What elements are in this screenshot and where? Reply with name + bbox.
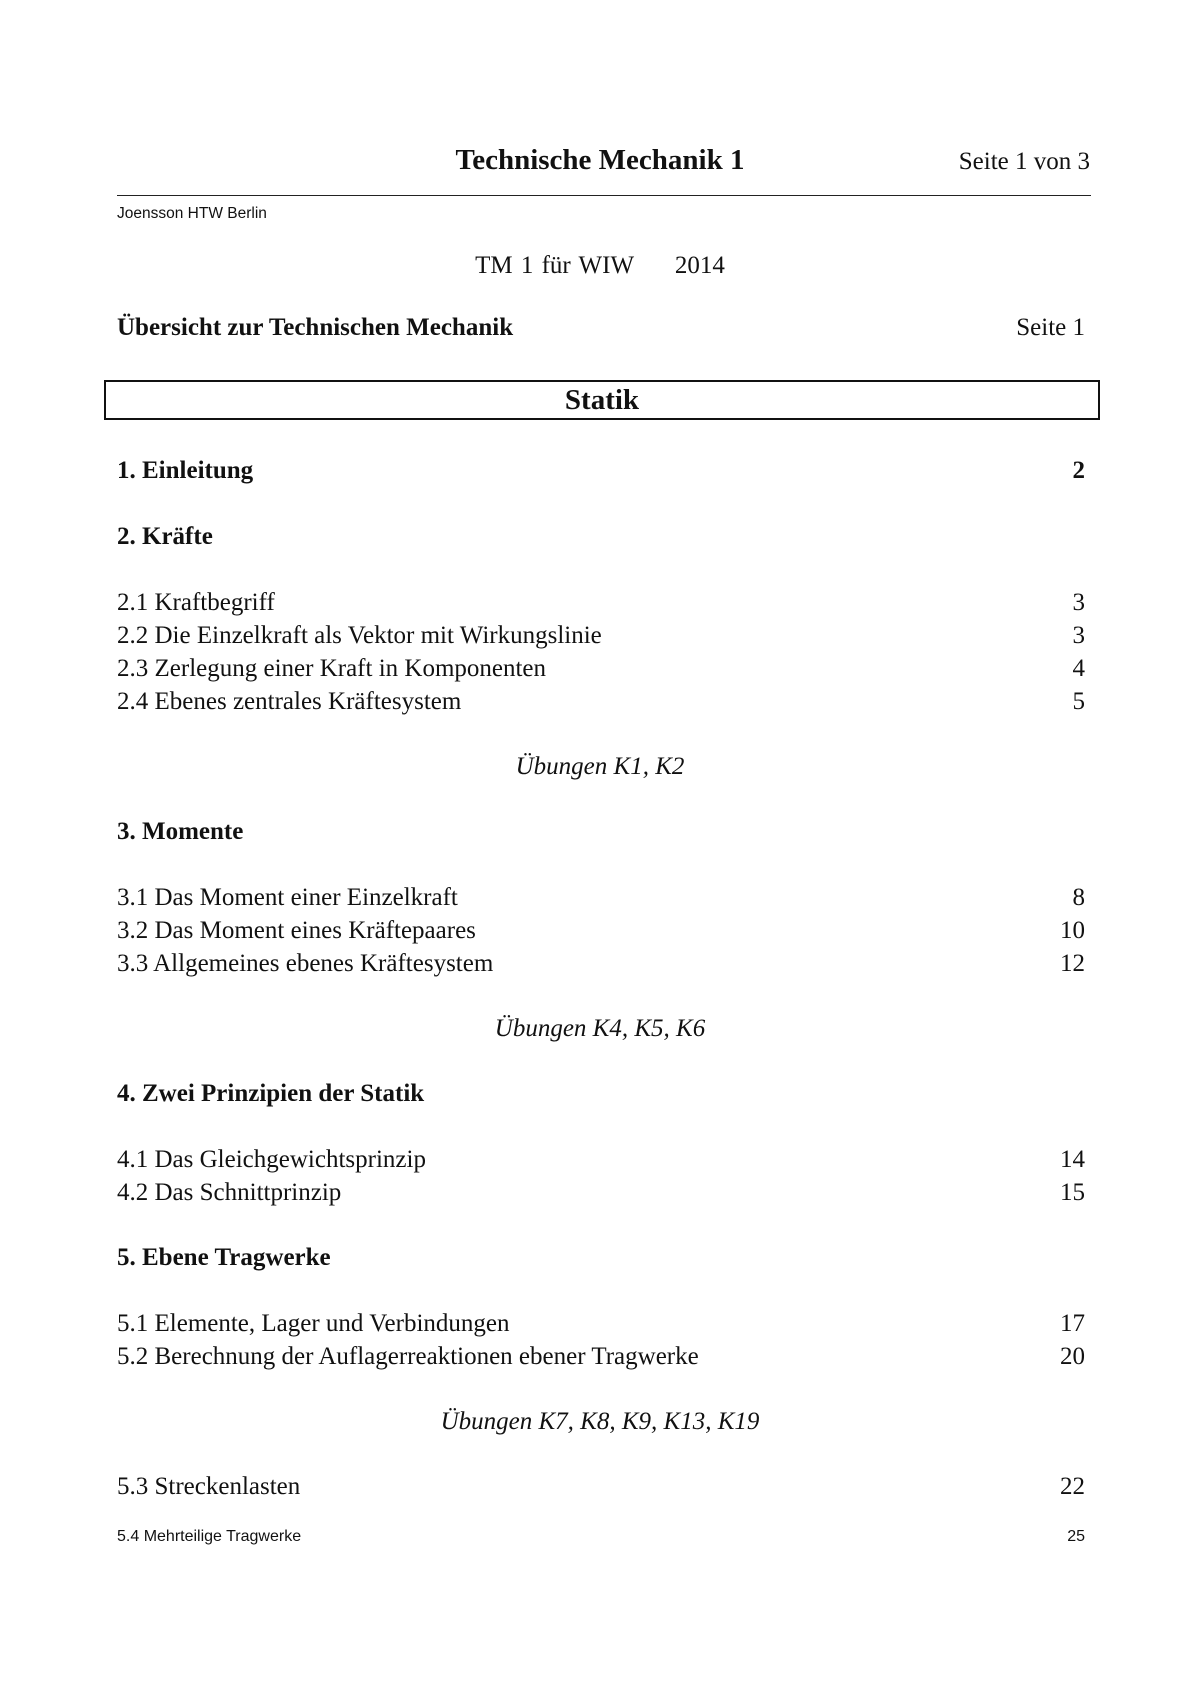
toc-label: 5. Ebene Tragwerke: [117, 1244, 331, 1271]
toc-label: 5.1 Elemente, Lager und Verbindungen: [117, 1310, 510, 1337]
toc-entry-3-2: [117, 917, 1085, 950]
toc-page: 2: [1072, 457, 1085, 484]
toc-chapter-2: [117, 523, 1085, 556]
toc-label: 4. Zwei Prinzipien der Statik: [117, 1080, 425, 1107]
toc-label: 5.3 Streckenlasten: [117, 1473, 301, 1500]
toc-page: 3: [1072, 589, 1085, 616]
toc-entry-5-4: [117, 1528, 1085, 1546]
author-label: Joensson HTW Berlin: [117, 205, 267, 222]
toc-chapter-5: [117, 1244, 1085, 1277]
toc-page: 10: [1060, 917, 1085, 944]
document-title: Technische Mechanik 1: [455, 144, 745, 176]
toc-page: 12: [1060, 950, 1085, 977]
toc-label: 3.3 Allgemeines ebenes Kräftesystem: [117, 950, 494, 977]
toc-label: 3.1 Das Moment einer Einzelkraft: [117, 884, 458, 911]
course-subtitle: TM 1 für WIW 2014: [475, 252, 725, 279]
toc-page: 8: [1072, 884, 1085, 911]
section-title-box: Statik: [104, 380, 1100, 420]
toc-label: 5.4 Mehrteilige Tragwerke: [117, 1528, 302, 1545]
toc-exercises-2: Übungen K4, K5, K6: [494, 1015, 706, 1042]
toc-label: 4.2 Das Schnittprinzip: [117, 1179, 342, 1206]
toc-label: 5.2 Berechnung der Auflagerreaktionen ebener Tragwerke: [117, 1343, 699, 1370]
overview-page: Seite 1: [1016, 314, 1085, 341]
toc-label: 2.4 Ebenes zentrales Kräftesystem: [117, 688, 462, 715]
toc-label: 2. Kräfte: [117, 523, 213, 550]
header-rule: [117, 195, 1091, 196]
toc-exercises-1: Übungen K1, K2: [515, 753, 685, 780]
toc-exercises-3: Übungen K7, K8, K9, K13, K19: [440, 1408, 760, 1435]
toc-entry-4-2: [117, 1179, 1085, 1212]
toc-entry-5-3: [117, 1473, 1085, 1506]
toc-chapter-1: [117, 457, 1085, 490]
toc-entry-2-4: [117, 688, 1085, 721]
toc-chapter-4: [117, 1080, 1085, 1113]
toc-chapter-3: [117, 818, 1085, 851]
toc-label: 2.1 Kraftbegriff: [117, 589, 275, 616]
toc-entry-5-1: [117, 1310, 1085, 1343]
toc-label: 3.2 Das Moment eines Kräftepaares: [117, 917, 476, 944]
toc-entry-2-2: [117, 622, 1085, 655]
toc-entry-3-3: [117, 950, 1085, 983]
toc-page: 15: [1060, 1179, 1085, 1206]
toc-page: 17: [1060, 1310, 1085, 1337]
toc-page: 4: [1072, 655, 1085, 682]
toc-page: 14: [1060, 1146, 1085, 1173]
toc-label: 1. Einleitung: [117, 457, 254, 484]
toc-page: 20: [1060, 1343, 1085, 1370]
toc-page: 25: [1067, 1528, 1085, 1545]
overview-title: Übersicht zur Technischen Mechanik: [117, 314, 514, 341]
toc-label: 3. Momente: [117, 818, 244, 845]
toc-entry-2-1: [117, 589, 1085, 622]
toc-label: 2.3 Zerlegung einer Kraft in Komponenten: [117, 655, 547, 682]
page-indicator: Seite 1 von 3: [958, 148, 1090, 175]
toc-entry-2-3: [117, 655, 1085, 688]
toc-entry-3-1: [117, 884, 1085, 917]
toc-entry-5-2: [117, 1343, 1085, 1376]
toc-entry-4-1: [117, 1146, 1085, 1179]
toc-label: 4.1 Das Gleichgewichtsprinzip: [117, 1146, 426, 1173]
toc-label: 2.2 Die Einzelkraft als Vektor mit Wirkungslinie: [117, 622, 602, 649]
toc-page: 22: [1060, 1473, 1085, 1500]
toc-page: 3: [1072, 622, 1085, 649]
toc-page: 5: [1072, 688, 1085, 715]
